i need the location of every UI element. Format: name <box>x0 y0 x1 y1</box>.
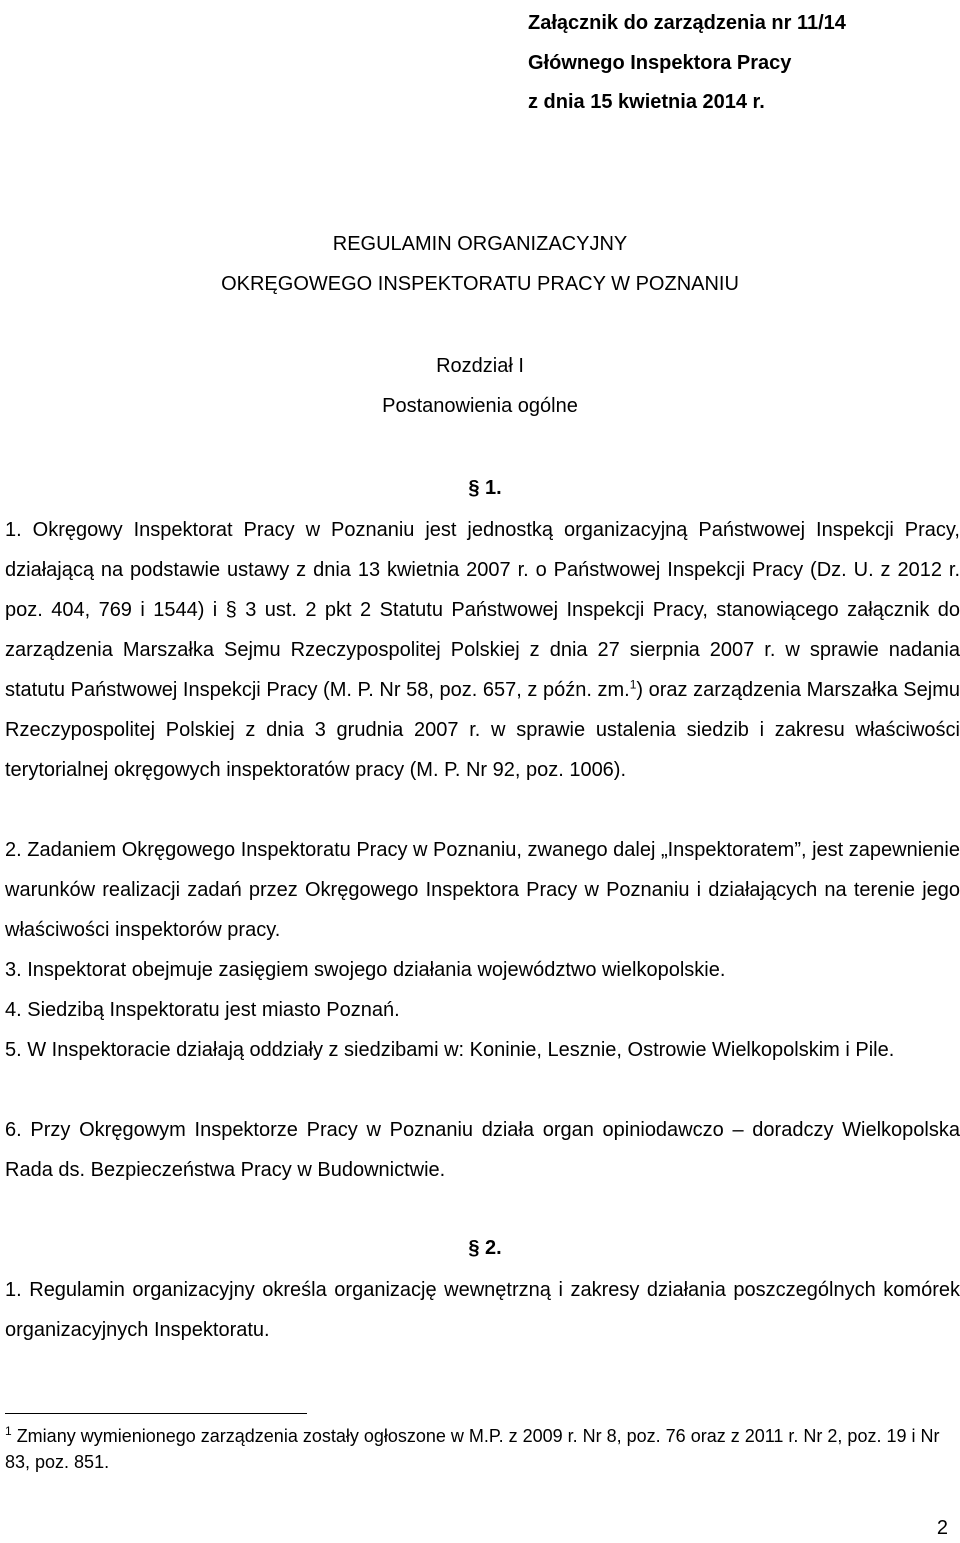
footnote-number: 1 <box>5 1424 12 1438</box>
annex-line-3: z dnia 15 kwietnia 2014 r. <box>528 91 765 113</box>
paragraph-2-1-text: 1. Regulamin organizacyjny określa organizację wewnętrzną i zakresy działania poszczególnych komórek organizacyjnych Inspektoratu. <box>5 1279 960 1341</box>
paragraph-1-4 <box>5 990 960 1030</box>
paragraph-1-4-text: 4. Siedzibą Inspektoratu jest miasto Poznań. <box>5 999 400 1021</box>
paragraph-1-2 <box>5 830 960 950</box>
paragraph-1-6-text: 6. Przy Okręgowym Inspektorze Pracy w Poznaniu działa organ opiniodawczo – doradczy Wielkopolska Rada ds. Bezpieczeństwa Pracy w Budownictwie. <box>5 1119 960 1181</box>
footnote-text: Zmiany wymienionego zarządzenia zostały ogłoszone w M.P. z 2009 r. Nr 8, poz. 76 oraz z 2011 r. Nr 2, poz. 19 i Nr 83, poz. 851. <box>5 1426 940 1472</box>
paragraph-1-6 <box>5 1110 960 1190</box>
section-heading-1: § 1. <box>468 477 502 499</box>
footnote-separator <box>5 1413 307 1414</box>
annex-line-2: Głównego Inspektora Pracy <box>528 51 792 74</box>
paragraph-1-1 <box>5 510 960 790</box>
paragraph-1-5-text: 5. W Inspektoracie działają oddziały z siedzibami w: Koninie, Lesznie, Ostrowie Wielkopolskim i Pile. <box>5 1039 895 1061</box>
chapter-subtitle: Postanowienia ogólne <box>382 395 578 417</box>
paragraph-1-3 <box>5 950 960 990</box>
footnote-reference[interactable]: 1 <box>629 677 637 692</box>
document-title-line-2: OKRĘGOWEGO INSPEKTORATU PRACY W POZNANIU <box>221 273 739 295</box>
footnote <box>5 1423 950 1475</box>
section-heading-2: § 2. <box>468 1237 502 1259</box>
paragraph-1-5 <box>5 1030 960 1070</box>
chapter-label: Rozdział I <box>436 355 524 377</box>
annex-line-1: Załącznik do zarządzenia nr 11/14 <box>528 12 846 34</box>
paragraph-1-1-text-a: 1. Okręgowy Inspektorat Pracy w Poznaniu jest jednostką organizacyjną Państwowej Inspekcji Pracy, działającą na podstawie ustawy z dnia 13 kwietnia 2007 r. o Państwowej Inspekcji Pracy (Dz. U. z 2012 r. poz. 404, 769 i 1544) i § 3 ust. 2 pkt 2 Statutu Państwowej Inspekcji Pracy, stanowiącego załącznik do zarządzenia Marszałka Sejmu Rzeczypospolitej Polskiej z dnia 27 sierpnia 2007 r. w sprawie nadania statutu Państwowej Inspekcji Pracy (M. P. Nr 58, poz. 657, z późn. zm. <box>5 519 960 701</box>
annex-header <box>528 4 846 123</box>
paragraph-1-1-text-b: ) oraz zarządzenia Marszałka Sejmu Rzeczypospolitej Polskiej z dnia 3 grudnia 2007 r. w sprawie ustalenia siedzib i zakresu właściwości terytorialnej okręgowych inspektoratów pracy (M. P. Nr 92, poz. 1006). <box>5 679 960 781</box>
paragraph-1-3-text: 3. Inspektorat obejmuje zasięgiem swojego działania województwo wielkopolskie. <box>5 959 726 981</box>
paragraph-2-1 <box>5 1270 960 1350</box>
page-number: 2 <box>936 1517 948 1539</box>
paragraph-1-2-text: 2. Zadaniem Okręgowego Inspektoratu Pracy w Poznaniu, zwanego dalej „Inspektoratem”, jest zapewnienie warunków realizacji zadań przez Okręgowego Inspektora Pracy w Poznaniu i działających na terenie jego właściwości inspektorów pracy. <box>5 839 960 941</box>
document-title-line-1: REGULAMIN ORGANIZACYJNY <box>332 233 628 255</box>
